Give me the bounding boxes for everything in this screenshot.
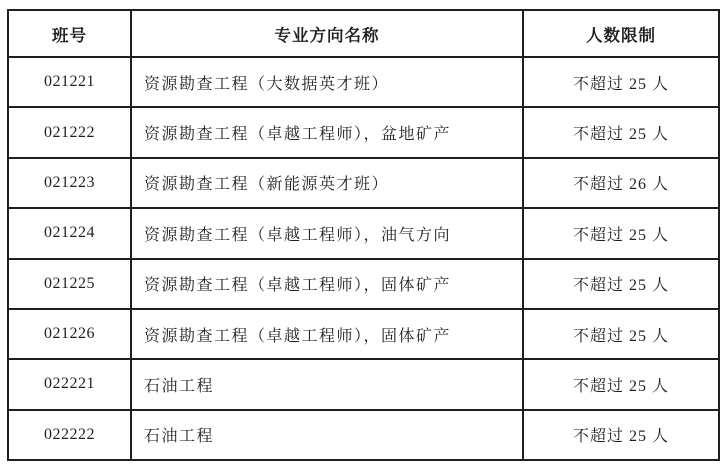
table-row	[8, 158, 719, 208]
class-no-value: 022222	[8, 410, 131, 460]
class-no-value: 021226	[8, 309, 131, 359]
class-no-value: 021224	[8, 208, 131, 258]
major-name-value: 石油工程	[131, 359, 523, 409]
major-name-value: 资源勘查工程（卓越工程师），固体矿产	[131, 309, 523, 359]
limit-value: 不超过 25 人	[523, 259, 719, 309]
limit-value: 不超过 25 人	[523, 107, 719, 157]
header-cell-class-no: 班号	[8, 10, 131, 57]
table-row	[8, 309, 719, 359]
header-cell-major: 专业方向名称	[131, 10, 523, 57]
major-name-value: 资源勘查工程（新能源英才班）	[131, 158, 523, 208]
class-no-value: 021222	[8, 107, 131, 157]
limit-value: 不超过 25 人	[523, 208, 719, 258]
enrollment-table	[7, 9, 720, 461]
limit-value: 不超过 25 人	[523, 359, 719, 409]
table-row	[8, 359, 719, 409]
table-row	[8, 107, 719, 157]
limit-value: 不超过 25 人	[523, 57, 719, 107]
table-body	[8, 57, 719, 460]
table-row	[8, 410, 719, 460]
table-row	[8, 259, 719, 309]
class-no-value: 021223	[8, 158, 131, 208]
table-header	[8, 10, 719, 57]
major-name-value: 石油工程	[131, 410, 523, 460]
major-name-value: 资源勘查工程（卓越工程师），固体矿产	[131, 259, 523, 309]
table-row	[8, 208, 719, 258]
limit-value: 不超过 25 人	[523, 309, 719, 359]
limit-value: 不超过 26 人	[523, 158, 719, 208]
header-cell-limit: 人数限制	[523, 10, 719, 57]
major-name-value: 资源勘查工程（卓越工程师），盆地矿产	[131, 107, 523, 157]
header-row	[8, 10, 719, 57]
major-name-value: 资源勘查工程（卓越工程师），油气方向	[131, 208, 523, 258]
class-no-value: 021221	[8, 57, 131, 107]
class-no-value: 022221	[8, 359, 131, 409]
limit-value: 不超过 25 人	[523, 410, 719, 460]
major-name-value: 资源勘查工程（大数据英才班）	[131, 57, 523, 107]
table-row	[8, 57, 719, 107]
class-no-value: 021225	[8, 259, 131, 309]
